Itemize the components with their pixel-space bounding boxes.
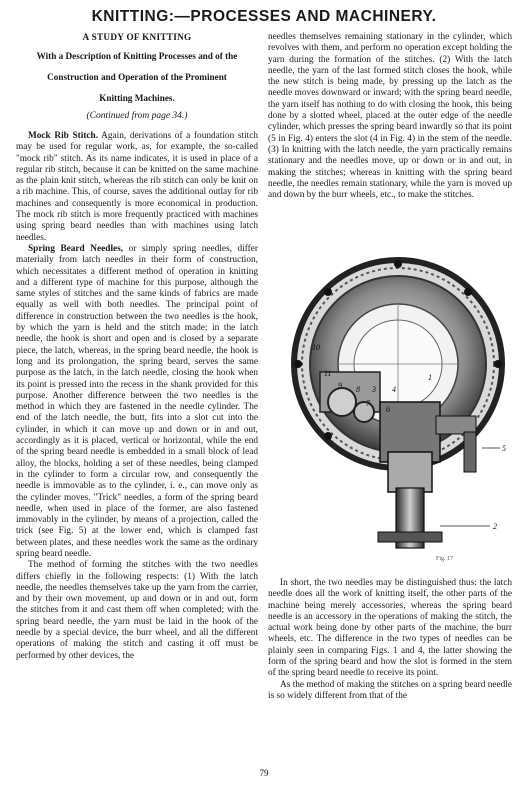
- paragraph-as-method: As the method of making the stitches on a spring beard needle is so widely different from that of the: [268, 679, 512, 701]
- figure-label: 1: [428, 373, 432, 382]
- subtitle-line: Construction and Operation of the Prominent: [47, 72, 227, 82]
- figure-label: 2: [493, 522, 497, 531]
- paragraph-text: or simply spring needles, differ materially from latch needles in their form of construction, which necessitates a different method of operation in knitting and a different type of machine for this purpose, although the same styles of stitches and the same kinds of fabrics are made equally as well with both needles. The principal point of difference in construction between the two needles is the hook, by which the yarn is held and the stitch made; in the latch needle, the hook is short and open and is closed by a separate piece, the latch, whereas, in the spring beard needle, the hook is long and its prolongation, the spring beard, serves the same purpose as the latch, in the latch needle, closing the hook when its point is pressed into the recess in the shank provided for this purpose. Another difference between the two needles is the method in which they are fastened in the needle cylinder. The end of the latch needle, the butt, fits into a slot cut into the cylinder, in which it can move up and down or in and out, accordingly as it is placed, vertical or horizontal, while the end of the spring beard needle is embedded in a small block of lead alloy, the blocks, holding a set of these needles, being clamped in the cylinder to form a circular row, and consequently the needle is immovable as to the cylinder, i. e., can move only as the cylinder moves. "Trick" needles, a form of the spring beard needle, when used in place of the former, are also fastened immovably in the cylinder, by means of a projection, called the trick (see Fig. 5) at the lower end, which is clamped fast between plates, and these needles work the same as the ordinary spring beard needle.: [16, 243, 258, 559]
- figure-label: 8: [356, 385, 360, 394]
- figure-label: 4: [392, 385, 396, 394]
- figure-label: 7: [366, 399, 370, 408]
- article-subtitle: [16, 48, 258, 107]
- figure-knitting-machine: [268, 252, 512, 570]
- figure-label: 10: [312, 343, 320, 352]
- paragraph-in-short: In short, the two needles may be distinguished thus: the latch needle does all the work of knitting itself, the other parts of the machine being merely accessories, whereas the spring beard needle is an accessory in the operations of making the stitch, the actual work being done by other parts of the machine, the burr wheels, etc. The difference in the two types of needles can be plainly seen in comparing Figs. 1 and 4, the latter showing the form of the spring beard and how the slot is formed in the stem of the spring beard needle to receive its point.: [268, 578, 512, 679]
- page-header: KNITTING:—PROCESSES AND MACHINERY.: [91, 8, 437, 25]
- paragraph-mock-rib: [16, 131, 258, 244]
- article-title: A STUDY OF KNITTING: [82, 32, 192, 42]
- runin-heading: Spring Beard Needles,: [28, 243, 124, 254]
- figure-label: 5: [502, 444, 506, 453]
- right-column: [268, 32, 512, 201]
- page-number: 79: [259, 768, 269, 778]
- paragraph-method: [16, 560, 258, 662]
- paragraph-text: Again, derivations of a foundation stitch may be used for regular work, as, for example, the so-called "mock rib" stitch. As its name indicates, it is used in place of a regular rib stitch, because it can be knitted on the same machine as the plain knit stitch, whereas the rib stitch can only be knit on a rib machine. This, of course, saves the additional outlay for rib machines and consequently is more economical in production. The mock rib stitch is more frequently practiced with machines using spring beard needles than with machines using latch needles.: [16, 131, 259, 243]
- figure-label: 9: [338, 381, 342, 390]
- subtitle-line: With a Description of Knitting Processes and of the: [36, 51, 238, 61]
- figure-caption: Fig. 17: [436, 556, 454, 562]
- figure-label: 6: [386, 405, 390, 414]
- paragraph-continued: needles themselves remaining stationary in the cylinder, which revolves with them, and perform no operation except holding the yarn during the formation of the stitches. (2) With the latch needle, the yarn of the last formed stitch closes the hook, while the new stitch is being made, by pressing up the latch as the needle moves downward or inward; with the spring beard needle, the yarn itself has nothing to do with closing the hook, this being done by a slotted wheel, placed at the outer edge of the needle cylinder, which presses the spring beard inwardly so that its point (5 in Fig. 4) enters the slot (4 in Fig. 4) in the stem of the needle. (3) In knitting with the latch needle, the yarn practically remains stationary and the needles move, up or down or in and out, in making the stitches; whereas in knitting with the spring beard needle, the needles remain stationary, while the yarn is moved up and down by the burr wheels, etc., to make the stitches.: [268, 32, 512, 201]
- figure-label: 3: [372, 385, 376, 394]
- runin-heading: Mock Rib Stitch.: [28, 131, 99, 141]
- right-column-lower: [268, 578, 512, 702]
- subtitle-line: Knitting Machines.: [99, 93, 175, 103]
- paragraph-text: The method of forming the stitches with the two needles differs chiefly in the following respects: (1) With the latch needle, the needles themselves take up the yarn from the carrier, and by their own movement, up and down or in and out, form the stitches from it and cast them off when completed; with the spring beard needle, the yarn must be laid in the hook of the needle by a special device, the burr wheel, and all the different operations of making the stitch and casting it off must be performed by other devices, the: [16, 560, 258, 661]
- figure-label: 11: [324, 369, 332, 378]
- paragraph-spring-beard: [16, 244, 258, 560]
- left-column: [16, 32, 258, 662]
- knitting-machine-illustration: [268, 252, 512, 570]
- continued-note: (Continued from page 34.): [86, 111, 188, 121]
